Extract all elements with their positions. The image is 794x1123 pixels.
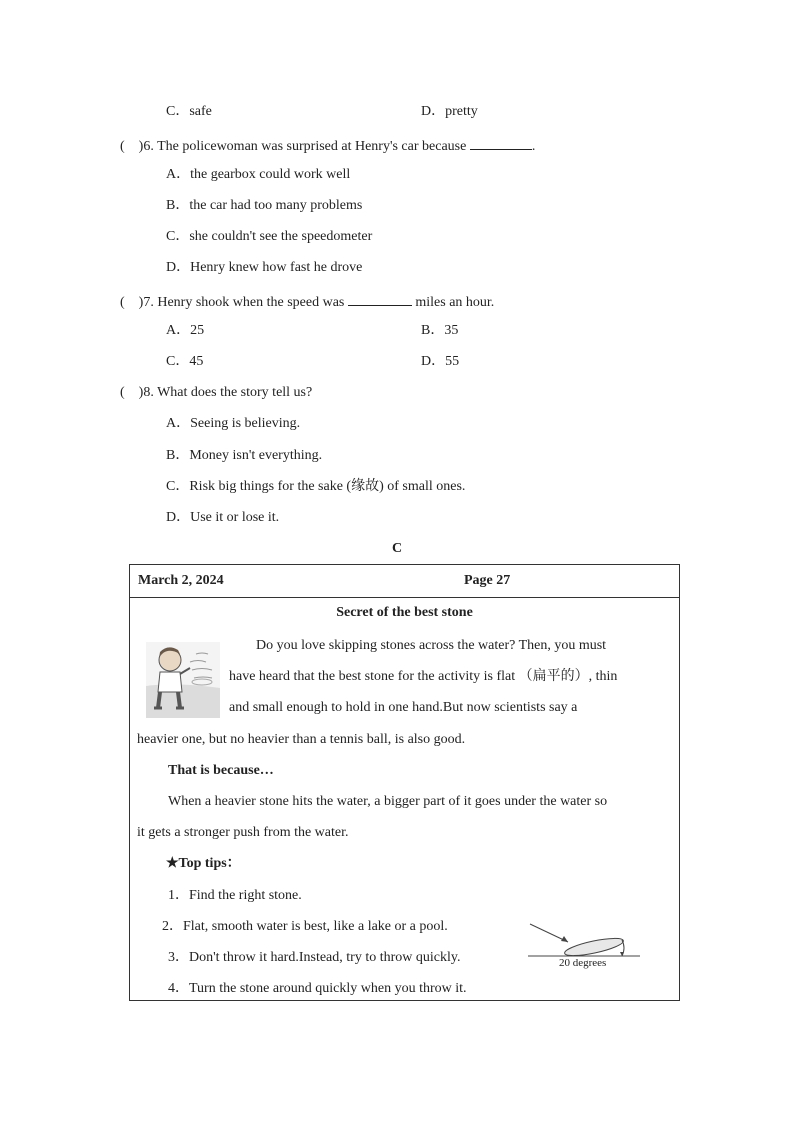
q7-option-a: A．25 (166, 323, 205, 338)
q8-stem-text: 8. What does the story tell us? (143, 385, 313, 400)
section-letter: C (391, 541, 403, 556)
para2-line2: it gets a stronger push from the water. (137, 825, 349, 840)
answer-paren-open: ( (120, 295, 125, 310)
answer-paren-close: ) (138, 139, 144, 154)
article-box (129, 564, 680, 1001)
q6-stem-end: . (531, 139, 536, 154)
q7-option-b: B．35 (421, 323, 459, 338)
diagram-label: 20 degrees (559, 957, 607, 969)
article-date: March 2, 2024 (138, 573, 224, 588)
q6-stem (120, 135, 535, 156)
q8-stem (120, 384, 312, 402)
answer-paren-open: ( (120, 139, 125, 154)
answer-paren-open: ( (120, 385, 125, 400)
para1-line3: and small enough to hold in one hand.But now scientists say a (229, 700, 578, 715)
subhead: That is because… (168, 763, 274, 778)
para1-line1 (256, 637, 671, 655)
q7-blank[interactable] (348, 291, 412, 306)
q7-stem (120, 291, 494, 312)
para2-line1: When a heavier stone hits the water, a bigger part of it goes under the water so (168, 794, 608, 809)
article-page: Page 27 (464, 573, 511, 588)
tip-3: 3．Don't throw it hard.Instead, try to throw quickly. (168, 950, 461, 965)
answer-paren-close: ) (138, 385, 144, 400)
q5-option-d: D．pretty (421, 104, 478, 119)
answer-paren-close: ) (138, 295, 144, 310)
q6-option-b: B．the car had too many problems (166, 198, 363, 213)
para1-line2: have heard that the best stone for the activity is flat （扁平的）, thin (229, 669, 618, 684)
para1-line1-text: Do you love skipping stones across the water? Then, you must (256, 638, 607, 653)
q7-stem-text: 7. Henry shook when the speed was (143, 295, 348, 310)
q8-option-c: C．Risk big things for the sake (缘故) of small ones. (166, 479, 466, 494)
boy-skipping-stones-illustration (146, 642, 220, 718)
q7-stem-end: miles an hour. (411, 295, 495, 310)
q6-option-c: C．she couldn't see the speedometer (166, 229, 373, 244)
q8-option-a: A．Seeing is believing. (166, 416, 301, 431)
tip-4: 4．Turn the stone around quickly when you throw it. (168, 981, 467, 996)
q7-option-d: D．55 (421, 354, 460, 369)
q8-option-b: B．Money isn't everything. (166, 448, 323, 463)
para1-line4: heavier one, but no heavier than a tennis ball, is also good. (137, 732, 466, 747)
tip-1: 1．Find the right stone. (168, 888, 302, 903)
tip-2: 2．Flat, smooth water is best, like a lake or a pool. (162, 919, 448, 934)
q6-option-d: D．Henry knew how fast he drove (166, 260, 363, 275)
q7-option-c: C．45 (166, 354, 204, 369)
q8-option-d: D．Use it or lose it. (166, 510, 280, 525)
tips-heading: ★Top tips： (166, 856, 241, 871)
article-title: Secret of the best stone (336, 605, 473, 620)
q6-stem-text: 6. The policewoman was surprised at Henry's car because (143, 139, 470, 154)
q6-blank[interactable] (470, 135, 532, 150)
q5-option-c: C．safe (166, 104, 212, 119)
q6-option-a: A．the gearbox could work well (166, 167, 351, 182)
header-divider (130, 597, 679, 598)
